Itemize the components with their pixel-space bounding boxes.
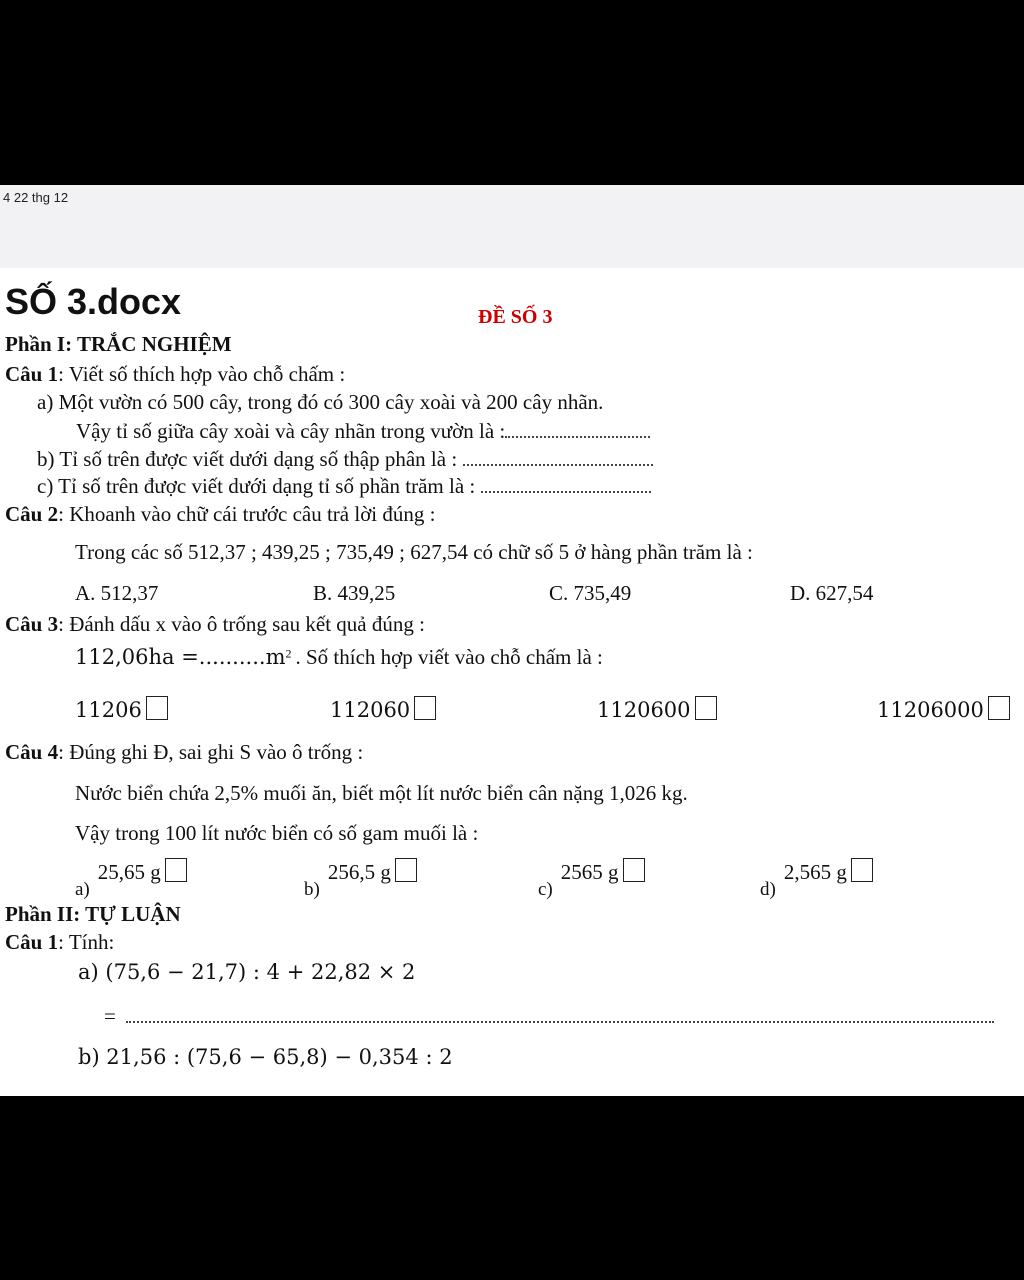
q4-option-c <box>538 858 645 900</box>
q1-a1: a) Một vườn có 500 cây, trong đó có 300 cây xoài và 200 cây nhãn. <box>37 390 604 414</box>
q3-option-1-value: 11206 <box>75 698 142 722</box>
q4-option-c-letter: c) <box>538 879 553 900</box>
q4-heading <box>5 740 363 765</box>
q2-stem: Trong các số 512,37 ; 439,25 ; 735,49 ; 627,54 có chữ số 5 ở hàng phần trăm là : <box>75 540 753 564</box>
bottom-black-bar <box>0 1096 1024 1280</box>
q3-expr-left: 112,06ha = <box>75 645 199 669</box>
q4-option-b-value: 256,5 g <box>327 860 391 884</box>
q3-option-2 <box>330 696 436 722</box>
p2-q1-b: b) 21,56 : (75,6 − 65,8) − 0,354 : 2 <box>78 1045 453 1069</box>
q4-option-c-value: 2565 g <box>560 860 619 884</box>
q4-option-a <box>75 858 187 900</box>
p2-q1-label: Câu 1 <box>5 930 59 954</box>
q1-label: Câu 1 <box>5 362 59 386</box>
q4-option-d-value: 2,565 g <box>783 860 847 884</box>
q3-option-4 <box>877 696 1010 722</box>
q3-label: Câu 3 <box>5 612 59 636</box>
q2-option-c: C. 735,49 <box>549 581 632 605</box>
q1-a2: Vậy tỉ số giữa cây xoài và cây nhãn trong vườn là : <box>76 419 506 443</box>
q1-b: b) Tỉ số trên được viết dưới dạng số thập phân là : <box>37 447 458 471</box>
q4-label: Câu 4 <box>5 740 59 764</box>
p2-q1-eq-row <box>104 1004 994 1029</box>
q4-option-a-value: 25,65 g <box>97 860 161 884</box>
q4-line2: Vậy trong 100 lít nước biển có số gam muối là : <box>75 821 479 845</box>
q2-heading <box>5 502 435 527</box>
q1-a2-row <box>76 418 650 444</box>
q2-label: Câu 2 <box>5 502 59 526</box>
q4-option-d-letter: d) <box>760 879 776 900</box>
p2-q1-heading <box>5 930 114 955</box>
q3-text: : Đánh dấu x vào ô trống sau kết quả đúng : <box>58 612 425 636</box>
q4-option-d <box>760 858 873 900</box>
q4-option-c-box[interactable] <box>623 858 645 882</box>
q1-heading <box>5 362 345 387</box>
exam-title: ĐỀ SỐ 3 <box>478 306 553 328</box>
q4-option-d-box[interactable] <box>851 858 873 882</box>
q1-c: c) Tỉ số trên được viết dưới dạng tỉ số phần trăm là : <box>37 474 476 498</box>
q1-a-blank <box>505 418 650 438</box>
q4-option-b-box[interactable] <box>395 858 417 882</box>
q1-text: : Viết số thích hợp vào chỗ chấm : <box>58 362 346 386</box>
q4-option-b-letter: b) <box>304 879 320 900</box>
q3-option-3-value: 1120600 <box>597 698 691 722</box>
q2-option-d: D. 627,54 <box>790 581 874 605</box>
q3-expression <box>75 645 603 670</box>
q4-option-a-box[interactable] <box>165 858 187 882</box>
p2-q1-answer-blank <box>126 1007 994 1023</box>
q2-option-a: A. 512,37 <box>75 581 159 605</box>
q3-option-2-value: 112060 <box>330 698 411 722</box>
q3-expr-exp: 2 <box>285 646 292 661</box>
q3-option-4-box[interactable] <box>988 696 1010 720</box>
q2-option-b: B. 439,25 <box>313 581 396 605</box>
q3-option-1-box[interactable] <box>146 696 168 720</box>
q4-text: : Đúng ghi Đ, sai ghi S vào ô trống : <box>58 740 364 764</box>
q3-heading <box>5 612 425 637</box>
q1-c-blank <box>481 473 651 493</box>
p2-q1-eq: = <box>104 1004 116 1028</box>
q3-expr-unit: m <box>265 645 286 669</box>
header-date: 4 22 thg 12 <box>3 190 69 205</box>
q3-option-2-box[interactable] <box>414 696 436 720</box>
p2-q1-a: a) (75,6 − 21,7) : 4 + 22,82 × 2 <box>78 960 416 984</box>
q3-expr-tail: . Số thích hợp viết vào chỗ chấm là : <box>295 645 603 669</box>
q1-c-row <box>37 473 651 499</box>
header-bar <box>0 185 1024 268</box>
top-black-bar <box>0 0 1024 185</box>
p2-q1-text: : Tính: <box>58 930 115 954</box>
q4-option-a-letter: a) <box>75 879 90 900</box>
q2-text: : Khoanh vào chữ cái trước câu trả lời đúng : <box>58 502 436 526</box>
q3-expr-dots: .......... <box>198 645 266 669</box>
q1-b-blank <box>463 446 653 466</box>
q4-line1: Nước biển chứa 2,5% muối ăn, biết một lít nước biển cân nặng 1,026 kg. <box>75 781 688 805</box>
q4-option-b <box>304 858 417 900</box>
q1-b-row <box>37 446 653 472</box>
q3-option-3 <box>597 696 717 722</box>
q3-option-3-box[interactable] <box>695 696 717 720</box>
q3-option-4-value: 11206000 <box>877 698 984 722</box>
file-name: SỐ 3.docx <box>5 281 182 322</box>
q3-option-1 <box>75 696 168 722</box>
part1-heading: Phần I: TRẮC NGHIỆM <box>5 332 232 356</box>
part2-heading: Phần II: TỰ LUẬN <box>5 902 181 926</box>
